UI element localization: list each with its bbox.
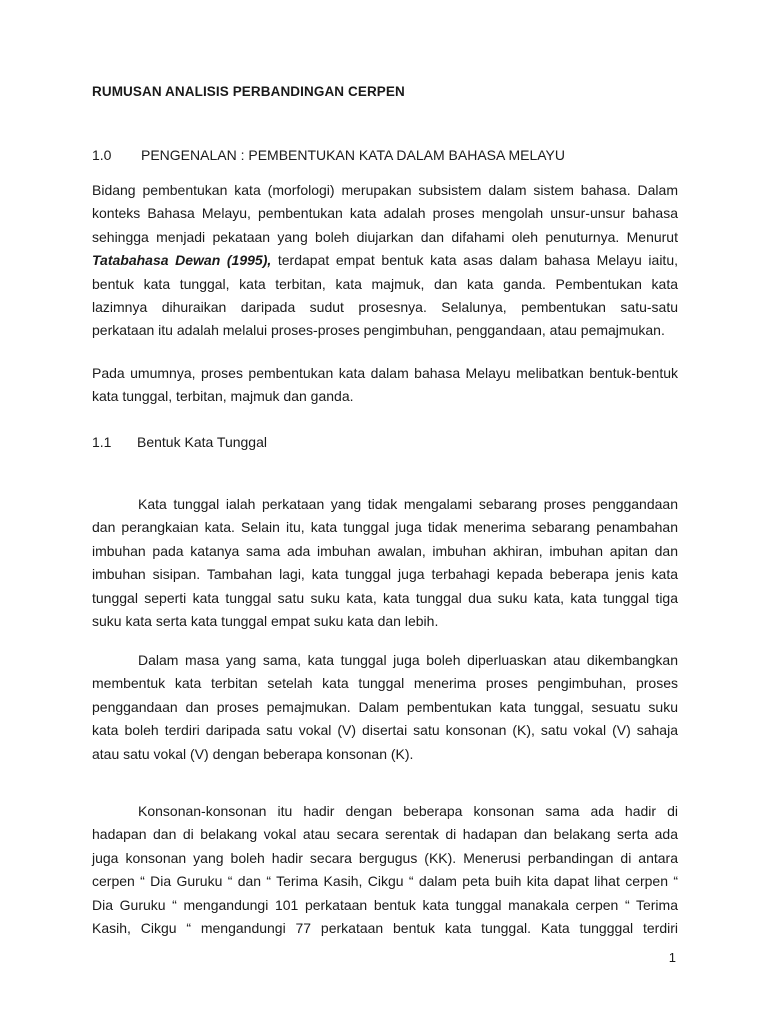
text-line: kata boleh terdiri daripada satu vokal (V) disertai satu konsonan (K), satu vokal (V) sahaja (92, 722, 678, 739)
text-line: Kasih, Cikgu “ mengandungi 77 perkataan bentuk kata tunggal. Kata tungggal terdiri (92, 920, 678, 937)
section-heading-1-0 (92, 147, 692, 167)
section-title: PENGENALAN : PEMBENTUKAN KATA DALAM BAHASA MELAYU (141, 147, 566, 163)
text-line: Dalam masa yang sama, kata tunggal juga boleh diperluaskan atau dikembangkan (138, 652, 678, 668)
section-number: 1.0 (92, 147, 112, 163)
text-line: perkataan itu adalah melalui proses-proses pengimbuhan, penggandaan, atau pemajmukan. (92, 322, 665, 339)
page-number: 1 (668, 950, 676, 965)
text-line: sehingga menjadi pekataan yang boleh diujarkan dan difahami oleh penuturnya. Menurut (92, 228, 678, 245)
text-line: imbuhan pada katanya sama ada imbuhan awalan, imbuhan akhiran, imbuhan apitan dan (92, 542, 678, 559)
text-line: bentuk kata tunggal, kata terbitan, kata majmuk, dan kata ganda. Pembentukan kata (92, 275, 678, 292)
text-line: membentuk kata terbitan setelah kata tunggal menerima proses pengimbuhan, proses (92, 675, 678, 692)
text-line: juga konsonan yang boleh hadir secara bergugus (KK). Menerusi perbandingan di antara (92, 849, 678, 866)
text-line: imbuhan sisipan. Tambahan lagi, kata tunggal juga terbahagi kepada beberapa jenis kata (92, 566, 678, 583)
text-line: Kata tunggal ialah perkataan yang tidak mengalami sebarang proses penggandaan (138, 496, 678, 512)
text-line: tunggal seperti kata tunggal satu suku kata, kata tunggal dua suku kata, kata tunggal tiga (92, 589, 678, 606)
intro-paragraph (92, 179, 678, 343)
document-title: RUMUSAN ANALISIS PERBANDINGAN CERPEN (92, 84, 405, 99)
section-heading-1-1 (92, 434, 692, 454)
body-paragraph-1 (92, 493, 678, 633)
general-paragraph (92, 362, 678, 409)
reference-rest: terdapat empat bentuk kata asas dalam bahasa Melayu iaitu, (271, 252, 678, 269)
body-paragraph-3 (92, 800, 678, 940)
text-line: suku kata serta kata tunggal empat suku kata dan lebih. (92, 613, 439, 630)
reference-emphasis: Tatabahasa Dewan (1995), (92, 252, 272, 269)
body-paragraph-2 (92, 649, 678, 766)
text-line: Bidang pembentukan kata (morfologi) merupakan subsistem dalam sistem bahasa. Dalam (92, 182, 678, 198)
text-line: Dia Guruku “ mengandungi 101 perkataan bentuk kata tunggal manakala cerpen “ Terima (92, 896, 678, 913)
text-line: penggandaan dan proses pemajmukan. Dalam pembentukan kata tunggal, sesuatu suku (92, 698, 678, 715)
text-line: atau satu vokal (V) dengan beberapa konsonan (K). (92, 745, 414, 762)
text-line: konteks Bahasa Melayu, pembentukan kata adalah proses mengolah unsur-unsur bahasa (92, 205, 678, 222)
section-number: 1.1 (92, 434, 112, 450)
text-line: Konsonan-konsonan itu hadir dengan beberapa konsonan sama ada hadir di (138, 803, 678, 819)
text-line: kata tunggal, terbitan, majmuk dan ganda. (92, 388, 354, 405)
text-line: cerpen “ Dia Guruku “ dan “ Terima Kasih, Cikgu “ dalam peta buih kita dapat lihat cerpen “ (92, 873, 678, 890)
text-line: hadapan dan di belakang vokal atau secara serentak di hadapan dan belakang serta ada (92, 826, 678, 843)
text-line: lazimnya dihuraikan daripada sudut prosesnya. Selalunya, pembentukan satu-satu (92, 299, 678, 316)
text-line: Pada umumnya, proses pembentukan kata dalam bahasa Melayu melibatkan bentuk-bentuk (92, 365, 678, 381)
text-line-with-reference (92, 249, 678, 272)
section-title: Bentuk Kata Tunggal (137, 434, 267, 450)
text-line: dan perangkaian kata. Selain itu, kata tunggal juga tidak menerima sebarang penambahan (92, 519, 678, 536)
